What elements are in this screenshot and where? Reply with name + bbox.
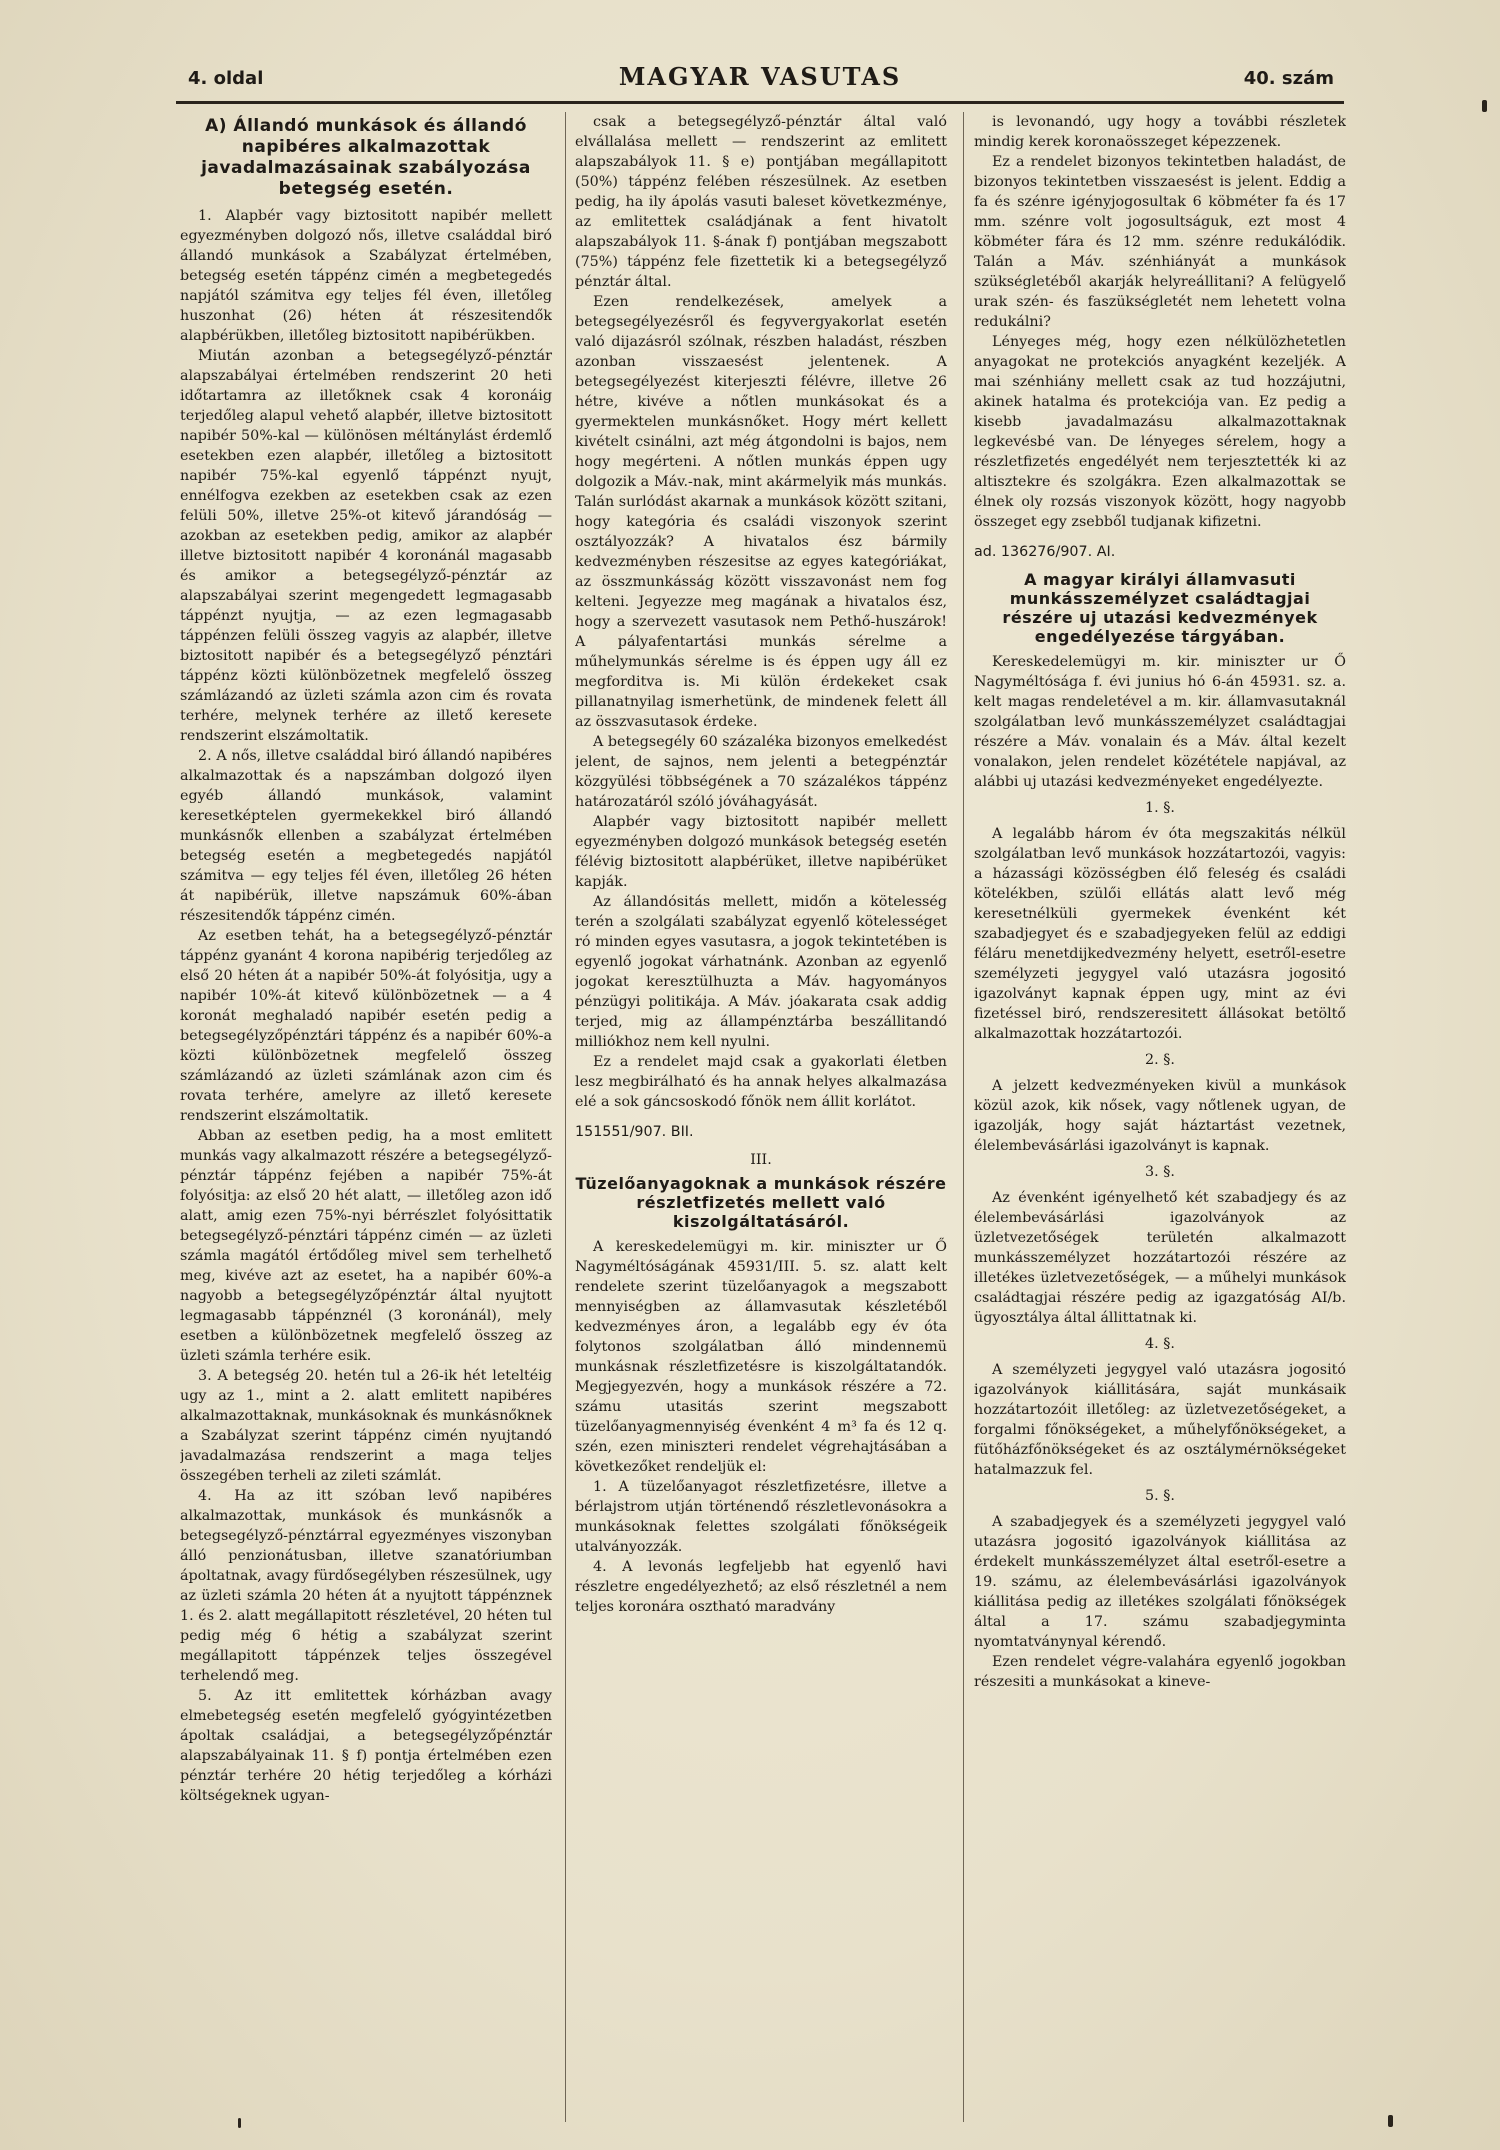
issue-number: 40. szám (1243, 68, 1334, 89)
paragraph: Lényeges még, hogy ezen nélkülözhetetlen anyagokat ne protekciós anyagként kezeljék. A mai szénhiány mellett csak az tud hozzájutni, akinek hatalma és protekciója van. Ez pedig a kisebb javadalmazásu alkalmazottaknak legkevésbé van. De lényeges sérelem, hogy a részletfizetés engedélyét nem terjesztették ki az altisztekre és szolgákra. Ezen alkalmazottak se élnek oly rozsás viszonyok között, hogy nagyobb összeget egy zsebből tudjanak kifizetni. (974, 334, 1346, 530)
section-mark: 1. §. (1145, 800, 1175, 816)
paragraph: 2. A nős, illetve családdal biró állandó napibéres alkalmazottak és a napszámban dolgozó ilyen egyéb állandó munkások, valamint keresetképtelen gyermekekkel biró állandó munkásnők ellenben a szabályzat értelmében betegség esetén a megbetegedés napjától számitva — egy teljes fél éven, illetőleg 26 héten át napibérük, illetve napszámuk 60%-ában részesitendők táppénz cimén. (180, 748, 552, 924)
paragraph: A betegsegély 60 százaléka bizonyos emelkedést jelent, de sajnos, nem jelenti a betegpénztár közgyülési többségének a 70 százalékos táppénz határozatáról szóló jóváhagyását. (575, 734, 947, 810)
article-heading: Tüzelőanyagoknak a munkások részére részletfizetés mellett való kiszolgáltatásáról. (575, 1174, 947, 1231)
column-1 (180, 112, 552, 2122)
paragraph: A kereskedelemügyi m. kir. miniszter ur Ő Nagyméltóságának 45931/III. 5. sz. alatt kelt rendelete szerint tüzelőanyagok a megszabott mennyiségben az államvasutak készletéből kedvezményes áron, a legalább egy év óta folytonos szolgálatban álló mindennemü munkásnak részletfizetésre is kiszolgáltatandók. Megjegyezvén, hogy a munkások részére a 72. számu utasitás szerint megszabott tüzelőanyagmennyiség évenként 4 m³ fa és 12 q. szén, ezen miniszteri rendelet végrehajtásában a következőket rendeljük el: (575, 1239, 947, 1475)
column-divider (963, 112, 964, 2122)
paragraph: 4. Ha az itt szóban levő napibéres alkalmazottak, munkások és munkásnők a betegsegélyző-pénztárral egyezményes viszonyban álló penzionátusban, illetve szanatóriumban ápoltatnak, avagy fürdősegélyben részesülnek, ugy az üzleti számla 20 héten át a nyujtott táppénznek 1. és 2. alatt megállapitott részletével, 20 héten tul pedig még 6 hétig a szabályzat szerint megállapitott táppénzek teljes összegével terhelendő meg. (180, 1488, 552, 1684)
binding-mark (1482, 100, 1487, 112)
page-number: 4. oldal (188, 68, 264, 89)
section-mark: 4. §. (1145, 1336, 1175, 1352)
paragraph: 5. Az itt emlitettek kórházban avagy elmebetegség esetén megfelelő gyógyintézetben ápoltak családjai, a betegsegélyzőpénztár alapszabályainak 11. § f) pontja értelmében ezen pénztár terhére 20 hétig terjedőleg a kórházi költségeknek ugyan- (180, 1688, 552, 1804)
page-header (180, 62, 1340, 102)
paragraph: A szabadjegyek és a személyzeti jegygyel való utazásra jogositó igazolványok kiállitása az érdekelt munkásszemélyzet által esetről-esetre a 19. számu, az élelembevásárlási igazolványok kiállitása pedig az illetékes szolgálati főnökségek által a 17. számu szabadjegyminta nyomtatványnyal kérendő. (974, 1514, 1346, 1650)
article-heading: A) Állandó munkások és állandó napibéres alkalmazottak javadalmazásainak szabályozása betegség esetén. (201, 116, 531, 199)
paragraph: is levonandó, ugy hogy a további részletek mindig kerek koronaösszeget képezzenek. (974, 114, 1346, 150)
binding-mark (238, 2118, 241, 2128)
binding-mark (1388, 2115, 1393, 2127)
paragraph: Kereskedelemügyi m. kir. miniszter ur Ő Nagyméltósága f. évi junius hó 6-án 45931. sz. a. kelt magas rendeletével a m. kir. államvasutaknál szolgálatban levő munkásszemélyzet családtagjai részére a Máv. vonalain és a Máv. által kezelt vonalakon, jelen rendelet közététele napjával, az alábbi uj utazási kedvezményeket engedélyezte. (974, 654, 1346, 790)
column-divider (565, 112, 566, 2122)
article-heading: A magyar királyi államvasuti munkásszemélyzet családtagjai részére uj utazási kedvezmények engedélyezése tárgyában. (1002, 570, 1318, 646)
paragraph: csak a betegsegélyző-pénztár által való elvállalása mellett — rendszerint az emlitett alapszabályok 11. § e) pontjában megállapitott (50%) táppénz felében részesülnek. Az esetben pedig, ha ily ápolás vasuti baleset következménye, az emlitettek családjának a fent hivatolt alapszabályok 11. §-ának f) pontjában megszabott (75%) táppénz fele fizettetik ki a betegsegélyző pénztár által. (575, 114, 947, 290)
reference-number: ad. 136276/907. AI. (974, 544, 1116, 560)
header-rule (176, 101, 1344, 104)
paragraph: Abban az esetben pedig, ha a most emlitett munkás vagy alkalmazott részére a betegsegélyző-pénztár táppénz fejében a napibér 75%-át folyósitja: az első 20 hét alatt, — illetőleg azon idő alatt, amig ezen 75%-nyi bérrészlet folyósittatik betegsegélyző-pénztári táppénz cimén — az üzleti számla magától értődőleg mivel sem terhelhető meg, kivéve azt az esetet, ha a napibér 60%-a nagyobb a betegsegélyzőpénztár által nyujtott legmagasabb táppénznél (3 koronánál), mely esetben a különbözetnek megfelelő összeg az üzleti számla terhére esik. (180, 1128, 552, 1364)
section-mark: 3. §. (1145, 1164, 1175, 1180)
paragraph: A jelzett kedvezményeken kivül a munkások közül azok, kik nősek, vagy nőtlenek ugyan, de igazolják, hogy saját háztartást vezetnek, élelembevásárlási igazolványt is kapnak. (974, 1078, 1346, 1154)
paragraph: Ezen rendelkezések, amelyek a betegsegélyezésről és fegyvergyakorlat esetén való dijazásról szólnak, részben haladást, részben azonban visszaesést jelentenek. A betegsegélyezést kiterjeszti félévre, illetve 26 hétre, kivéve a nőtlen munkásokat és a gyermektelen munkásnőket. Hogy mért kellett kivételt csinálni, azt még átgondolni is bajos, nem hogy megérteni. A nőtlen munkás éppen ugy dolgozik a Máv.-nak, mint akármelyik más munkás. Talán surlódást akarnak a munkások között szitani, hogy kategória és családi viszonyok szerint osztályozzák? A hivatalos ész bármily kedvezményben részesitse az egyes kategóriákat, az összmunkásság között visszavonást nem fog kelteni. Jegyezze meg magának a hivatalos ész, hogy a szervezett vasutasok nem Pethő-huszárok! A pályafentartási munkás sérelme a műhelymunkás sérelme is és éppen ugy áll ez megforditva is. Mi külön érdekeket csak pillanatnyilag ismerhetünk, de mindenek felett áll az összvasutasok érdeke. (575, 294, 947, 730)
paragraph: A személyzeti jegygyel való utazásra jogositó igazolványok kiállitására, saját munkásaik hozzátartozóit illetőleg: az üzletvezetőségeket, a forgalmi főnökségeket, a műhelyfőnökségeket, a fütőházfőnökségeket és az osztálymérnökségeket hatalmazzuk fel. (974, 1362, 1346, 1478)
paragraph: Ez a rendelet bizonyos tekintetben haladást, de bizonyos tekintetben visszaesést is jelent. Eddig a fa és szénre igényjogosultak 6 köbméter fa és 17 mm. szénre volt jogosultságuk, ezt most 4 köbméter fára és 12 mm. szénre redukálódik. Talán a Máv. szénhiányát a munkások szükségletéből akarják helyreállitani? A felügyelő urak szén- és faszükségletét nem lehetett volna redukálni? (974, 154, 1346, 330)
section-mark: 2. §. (1145, 1052, 1175, 1068)
paragraph: Alapbér vagy biztositott napibér mellett egyezményben dolgozó munkások betegség esetén félévig biztositott alapbérüket, illetve napibérüket kapják. (575, 814, 947, 890)
paragraph: Az állandósitás mellett, midőn a kötelesség terén a szolgálati szabályzat egyenlő kötelességet ró minden egyes vasutasra, a jogok tekintetében is egyenlő jogokat várhatnánk. Azonban az egyenlő jogokat keresztülhuzta a Máv. hagyományos pénzügyi politikája. A Máv. jóakarata csak addig terjed, mig az állampénztárba beszállitandó milliókhoz nem kell nyulni. (575, 894, 947, 1050)
paragraph: 3. A betegség 20. hetén tul a 26-ik hét leteltéig ugy az 1., mint a 2. alatt emlitett napibéres alkalmazottaknak, munkásoknak és munkásnőknek a Szabályzat szerint táppénz cimén nyujtandó javadalmazása rendszerint a maga teljes összegében terheli az zileti számlát. (180, 1368, 552, 1484)
paragraph: 1. Alapbér vagy biztositott napibér mellett egyezményben dolgozó nős, illetve családdal biró állandó munkások a Szabályzat értelmében, betegség esetén táppénz cimén a megbetegedés napjától számitva egy teljes fél éven, illetőleg huszonhat (26) héten át részesitendők alapbérükben, illetőleg biztositott napibérükben. (180, 208, 552, 344)
paragraph: 1. A tüzelőanyagot részletfizetésre, illetve a bérlajstrom utján történendő részletlevonásokra a munkásoknak felettes szolgálati főnökségeik utalványozzák. (575, 1479, 947, 1555)
section-numeral: III. (750, 1152, 772, 1168)
column-3 (974, 112, 1346, 2122)
paragraph: 4. A levonás legfeljebb hat egyenlő havi részletre engedélyezhető; az első részletnél a nem teljes koronára osztható maradvány (575, 1559, 947, 1615)
paragraph: Az évenként igényelhető két szabadjegy és az élelembevásárlási igazolványok az üzletvezetőségek területén alkalmazott munkásszemélyzet hozzátartozói részére az illetékes üzletvezetőségek, — a műhelyi munkások családtagjai részére pedig az igazgatóság AI/b. ügyosztálya által állittatnak ki. (974, 1190, 1346, 1326)
paragraph: Ezen rendelet végre-valahára egyenlő jogokban részesiti a munkásokat a kineve- (974, 1654, 1346, 1690)
paragraph: Ez a rendelet majd csak a gyakorlati életben lesz megbirálható és ha annak helyes alkalmazása elé a sok gáncsoskodó főnök nem állit korlátot. (575, 1054, 947, 1110)
paragraph: A legalább három év óta megszakitás nélkül szolgálatban levő munkások hozzátartozói, vagyis: a házassági közösségben élő feleség és családi kötelékben, szülői ellátás alatt levő még keresetnélküli gyermekek évenként két szabadjegyet és e szabadjegyeken felül az eddigi féláru menetdijkedvezmény helyett, esetről-esetre személyzeti jegygyel való utazásra jogositó igazolványt kapnak éppen ugy, mint az évi fizetéssel biró, rendszeresitett állásokat betöltő alkalmazottak hozzátartozói. (974, 826, 1346, 1042)
reference-number: 151551/907. BII. (575, 1124, 694, 1140)
paragraph: Miután azonban a betegsegélyző-pénztár alapszabályai értelmében rendszerint 20 heti időtartamra az illetőknek csak 4 koronáig terjedőleg alapul vehető alapbér, illetve biztositott napibér 50%-kal — különösen méltánylást érdemlő esetekben ezen alapbér, illetőleg a biztositott napibér 75%-kal egyenlő táppénzt nyujt, ennélfogva ezekben az esetekben csak az ezen felüli 50%, illetve 25%-ot kitevő járandóság — azokban az esetekben pedig, amikor az alapbér illetve biztositott napibér 4 koronánál magasabb és amikor a betegsegélyző-pénztár az alapszabályai szerint megengedett legmagasabb táppénzt nyujtja, — az ezen legmagasabb táppénzen felüli összeg vagyis az alapbér, illetve biztositott napibér és a betegsegélyző pénztári táppénz közti különbözetnek megfelelő összeg számlázandó az üzleti számla azon cim és rovata terhére, melynek terhére az illető keresete rendszerint elszámoltatik. (180, 348, 552, 744)
newspaper-title: MAGYAR VASUTAS (618, 62, 902, 91)
paragraph: Az esetben tehát, ha a betegsegélyző-pénztár táppénz gyanánt 4 korona napibérig terjedőleg az első 20 héten át a napibér 50%-át folyósitja, ugy a napibér 10%-át kitevő különbözetnek — a 4 koronát meghaladó napibér esetén pedig a betegsegélyzőpénztári táppénz és a napibér 60%-a közti különbözetnek megfelelő összeg számlázandó az üzleti számlának azon cim és rovata terhére, amelyre az illető keresete rendszerint elszámoltatik. (180, 928, 552, 1124)
section-mark: 5. §. (1145, 1488, 1175, 1504)
column-2 (575, 112, 947, 2122)
